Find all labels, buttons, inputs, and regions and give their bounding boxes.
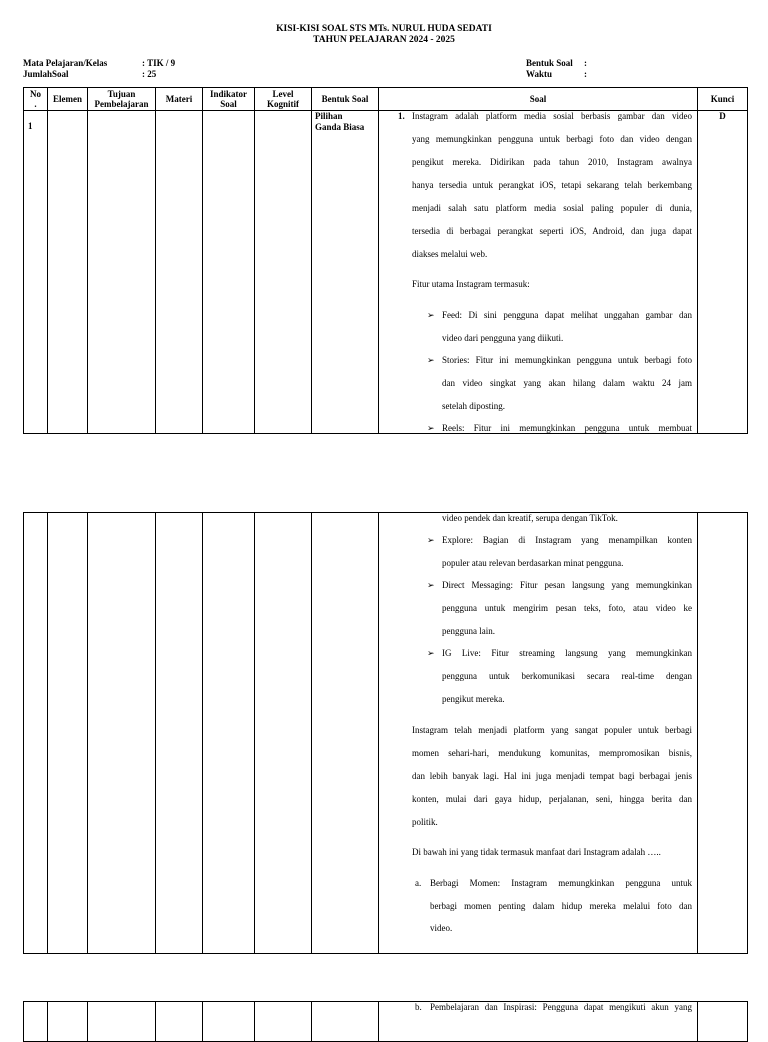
option-b-line: Pembelajaran dan Inspirasi: Pengguna dapat mengikuti akun yang xyxy=(430,1002,692,1012)
header-elemen: Elemen xyxy=(48,88,88,111)
arrowhead-bullet-icon: ➢ xyxy=(427,580,435,590)
paragraph-line: momen sehari-hari, mendukung komunitas, mempromosikan bisnis, xyxy=(412,748,692,758)
cell-no xyxy=(24,111,48,434)
mapel-value: : TIK / 9 xyxy=(142,58,176,68)
kisi-kisi-table-page-2 xyxy=(23,512,748,954)
cell-bentuk xyxy=(312,513,379,954)
cell-bentuk xyxy=(312,1002,379,1042)
cell-soal xyxy=(379,513,698,954)
paragraph-line: konten, mulai dari gaya hidup, perjalanan, seni, hingga berita dan xyxy=(412,794,692,804)
paragraph-line: pengikut mereka. Didirikan pada tahun 2010, Instagram awalnya xyxy=(412,157,692,168)
cell-elemen xyxy=(48,111,88,434)
bullet-line: Stories: Fitur ini memungkinkan pengguna untuk berbagi foto xyxy=(442,355,692,366)
paragraph-line: hanya tersedia untuk perangkat iOS, tetapi sekarang telah berkembang xyxy=(412,180,692,191)
cell-level xyxy=(255,111,312,434)
bentuk-soal-value: : xyxy=(584,58,587,68)
header-indikator: Indikator Soal xyxy=(203,88,255,111)
bullet-line: pengguna untuk berkomunikasi secara real-time dengan xyxy=(442,671,692,681)
paragraph-line: tersedia di berbagai perangkat seperti iOS, Android, dan juga dapat xyxy=(412,226,692,237)
kisi-kisi-table-page-3 xyxy=(23,1001,748,1042)
header-tujuan: Tujuan Pembelajaran xyxy=(88,88,156,111)
bullet-line: pengikut mereka. xyxy=(442,694,505,704)
bullet-line: pengguna lain. xyxy=(442,626,495,636)
bentuk-soal-label: Bentuk Soal xyxy=(526,58,573,68)
cell-tujuan xyxy=(88,513,156,954)
cell-indikator xyxy=(203,111,255,434)
arrowhead-bullet-icon: ➢ xyxy=(427,535,435,545)
paragraph-line: yang memungkinkan pengguna untuk berbagi foto dan video dengan xyxy=(412,134,692,145)
cell-no xyxy=(24,1002,48,1042)
cell-level xyxy=(255,1002,312,1042)
cell-kunci xyxy=(698,513,748,954)
question-number: 1. xyxy=(398,111,405,122)
cell-materi xyxy=(156,1002,203,1042)
paragraph-line: menjadi salah satu platform media sosial paling populer di dunia, xyxy=(412,203,692,214)
paragraph-line: politik. xyxy=(412,817,438,827)
paragraph-line: dan lebih banyak lagi. Hal ini juga menjadi tempat bagi berbagai jenis xyxy=(412,771,692,781)
waktu-value: : xyxy=(584,69,587,79)
question-stem: Di bawah ini yang tidak termasuk manfaat dari Instagram adalah ….. xyxy=(412,847,661,857)
bentuk-soal-line-2: Ganda Biasa xyxy=(315,122,365,133)
document-subtitle: TAHUN PELAJARAN 2024 - 2025 xyxy=(313,35,455,45)
bullet-line: Explore: Bagian di Instagram yang menampilkan konten xyxy=(442,535,692,545)
document-title: KISI-KISI SOAL STS MTs. NURUL HUDA SEDATI xyxy=(276,24,492,34)
cell-indikator xyxy=(203,1002,255,1042)
bullet-line: populer atau relevan berdasarkan minat pengguna. xyxy=(442,558,624,568)
header-kunci: Kunci xyxy=(698,88,748,111)
bullet-line: Feed: Di sini pengguna dapat melihat unggahan gambar dan xyxy=(442,310,692,321)
cell-bentuk xyxy=(312,111,379,434)
paragraph-line: Instagram adalah platform media sosial berbasis gambar dan video xyxy=(412,111,692,122)
header-level: Level Kognitif xyxy=(255,88,312,111)
cell-elemen xyxy=(48,1002,88,1042)
cell-no xyxy=(24,513,48,954)
cell-kunci xyxy=(698,1002,748,1042)
cell-tujuan xyxy=(88,111,156,434)
bentuk-soal-line-1: Pilihan xyxy=(315,111,343,122)
table-row xyxy=(24,1002,748,1042)
bullet-line: video pendek dan kreatif, serupa dengan TikTok. xyxy=(442,513,618,523)
bullet-line: setelah diposting. xyxy=(442,401,505,412)
table-row xyxy=(24,111,748,434)
arrowhead-bullet-icon: ➢ xyxy=(427,423,435,433)
paragraph-line: diakses melalui web. xyxy=(412,249,488,260)
fitur-heading: Fitur utama Instagram termasuk: xyxy=(412,279,530,290)
cell-level xyxy=(255,513,312,954)
jumlah-label: JumlahSoal xyxy=(23,69,69,79)
row-number: 1 xyxy=(28,121,33,132)
mapel-label: Mata Pelajaran/Kelas xyxy=(23,58,108,68)
cell-tujuan xyxy=(88,1002,156,1042)
bullet-line: Direct Messaging: Fitur pesan langsung yang memungkinkan xyxy=(442,580,692,590)
arrowhead-bullet-icon: ➢ xyxy=(427,310,435,321)
cell-indikator xyxy=(203,513,255,954)
option-a-line: Berbagi Momen: Instagram memungkinkan pengguna untuk xyxy=(430,878,692,888)
cell-materi xyxy=(156,513,203,954)
cell-soal xyxy=(379,111,698,434)
bullet-line: dan video singkat yang akan hilang dalam waktu 24 jam xyxy=(442,378,692,389)
waktu-label: Waktu xyxy=(526,69,553,79)
kisi-kisi-table-page-1 xyxy=(23,87,748,434)
header-no: No . xyxy=(24,88,48,111)
option-a-line: berbagi momen penting dalam hidup mereka melalui foto dan xyxy=(430,901,692,911)
cell-kunci xyxy=(698,111,748,434)
option-a-line: video. xyxy=(430,923,453,933)
answer-key: D xyxy=(719,111,726,122)
cell-materi xyxy=(156,111,203,434)
bullet-line: pengguna untuk mengirim pesan teks, foto, atau video ke xyxy=(442,603,692,613)
cell-elemen xyxy=(48,513,88,954)
bullet-line: Reels: Fitur ini memungkinkan pengguna untuk membuat xyxy=(442,423,692,433)
jumlah-value: : 25 xyxy=(142,69,157,79)
header-soal: Soal xyxy=(379,88,698,111)
table-row xyxy=(24,513,748,954)
arrowhead-bullet-icon: ➢ xyxy=(427,355,435,366)
header-materi: Materi xyxy=(156,88,203,111)
option-a-label: a. xyxy=(415,878,422,888)
option-b-label: b. xyxy=(415,1002,422,1012)
bullet-line: IG Live: Fitur streaming langsung yang memungkinkan xyxy=(442,648,692,658)
paragraph-line: Instagram telah menjadi platform yang sangat populer untuk berbagi xyxy=(412,725,692,735)
table-header-row xyxy=(24,88,748,111)
arrowhead-bullet-icon: ➢ xyxy=(427,648,435,658)
header-bentuk: Bentuk Soal xyxy=(312,88,379,111)
cell-soal xyxy=(379,1002,698,1042)
bullet-line: video dari pengguna yang diikuti. xyxy=(442,333,564,344)
